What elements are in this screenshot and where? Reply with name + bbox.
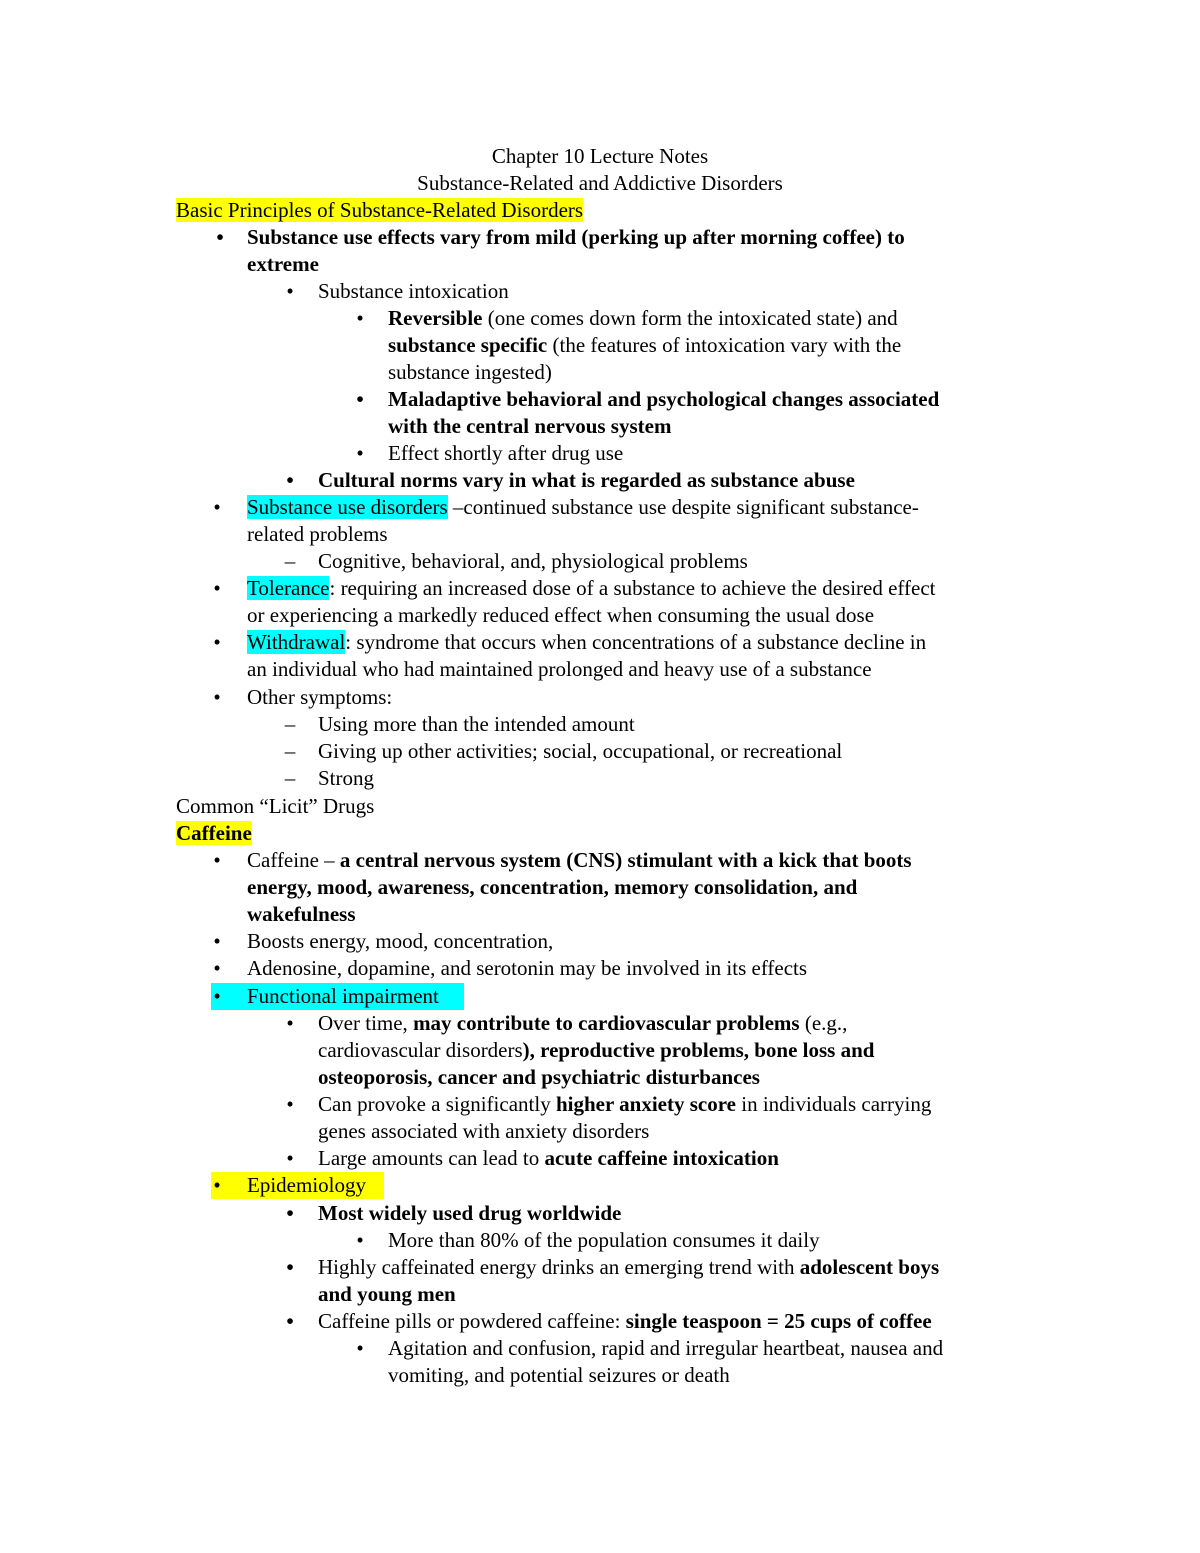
list-item-sud: Substance use disorders –continued substance use despite significant substance-: [247, 495, 919, 519]
list-item-other-1: Using more than the intended amount: [318, 712, 635, 736]
bullet: •: [356, 441, 364, 465]
list-item-over-time-l3: osteoporosis, cancer and psychiatric disturbances: [318, 1065, 760, 1089]
bullet: •: [216, 225, 224, 249]
section-heading-common-licit: Common “Licit” Drugs: [176, 794, 375, 818]
list-item-maladaptive: Maladaptive behavioral and psychological changes associated: [388, 387, 940, 411]
list-item-anxiety-l2: genes associated with anxiety disorders: [318, 1119, 650, 1143]
list-item-intoxication: Substance intoxication: [318, 279, 509, 303]
list-item-caffeine-cns-l2: energy, mood, awareness, concentration, memory consolidation, and: [247, 875, 858, 899]
bullet: •: [213, 576, 221, 600]
list-item-reversible-l2: substance specific (the features of intoxication vary with the: [388, 333, 902, 357]
bullet: •: [286, 1011, 294, 1035]
list-item-sud-l2: related problems: [247, 522, 388, 546]
dash: –: [284, 766, 296, 790]
list-item-cultural-norms: Cultural norms vary in what is regarded as substance abuse: [318, 468, 855, 492]
list-item-over-time: Over time, may contribute to cardiovascular problems (e.g.,: [318, 1011, 848, 1035]
list-item-other-symptoms: Other symptoms:: [247, 685, 393, 709]
dash: –: [284, 712, 296, 736]
list-item-reversible: Reversible (one comes down form the intoxicated state) and: [388, 306, 898, 330]
bullet: •: [356, 306, 364, 330]
list-item-tolerance-l2: or experiencing a markedly reduced effect when consuming the usual dose: [247, 603, 875, 627]
list-item-other-3: Strong: [318, 766, 375, 790]
document-subtitle: Substance-Related and Addictive Disorders: [417, 171, 783, 195]
list-item-epidemiology: Epidemiology: [247, 1173, 366, 1197]
bullet: •: [213, 685, 221, 709]
list-item-effects-l1: Substance use effects vary from mild (perking up after morning coffee) to: [247, 225, 905, 249]
list-item-large-amounts: Large amounts can lead to acute caffeine intoxication: [318, 1146, 779, 1170]
dash: –: [284, 739, 296, 763]
list-item-boosts: Boosts energy, mood, concentration,: [247, 929, 554, 953]
bullet: •: [213, 630, 221, 654]
list-item-withdrawal: Withdrawal: syndrome that occurs when concentrations of a substance decline in: [247, 630, 927, 654]
bullet: •: [286, 1201, 294, 1225]
list-item-reversible-l3: substance ingested): [388, 360, 552, 384]
bullet: •: [286, 1092, 294, 1116]
bullet: •: [286, 1146, 294, 1170]
list-item-80-percent: More than 80% of the population consumes it daily: [388, 1228, 820, 1252]
list-item-functional-impairment: Functional impairment: [247, 984, 439, 1008]
list-item-effect-shortly: Effect shortly after drug use: [388, 441, 624, 465]
bullet: •: [213, 929, 221, 953]
list-item-tolerance: Tolerance: requiring an increased dose of a substance to achieve the desired effect: [247, 576, 936, 600]
list-item-energy-drinks: Highly caffeinated energy drinks an emerging trend with adolescent boys: [318, 1255, 940, 1279]
dash: –: [284, 549, 296, 573]
list-item-anxiety: Can provoke a significantly higher anxiety score in individuals carrying: [318, 1092, 932, 1116]
list-item-agitation-l2: vomiting, and potential seizures or death: [388, 1363, 730, 1387]
bullet: •: [286, 468, 294, 492]
bullet: •: [286, 279, 294, 303]
list-item-caffeine-pills: Caffeine pills or powdered caffeine: single teaspoon = 25 cups of coffee: [318, 1309, 932, 1333]
list-item-withdrawal-l2: an individual who had maintained prolonged and heavy use of a substance: [247, 657, 872, 681]
list-item-other-2: Giving up other activities; social, occupational, or recreational: [318, 739, 843, 763]
bullet: •: [356, 1336, 364, 1360]
list-item-most-widely-used: Most widely used drug worldwide: [318, 1201, 622, 1225]
list-item-adenosine: Adenosine, dopamine, and serotonin may be involved in its effects: [247, 956, 808, 980]
list-item-energy-drinks-l2: and young men: [318, 1282, 456, 1306]
bullet: •: [286, 1309, 294, 1333]
bullet: •: [213, 956, 221, 980]
list-item-caffeine-cns-l3: wakefulness: [247, 902, 356, 926]
list-item-caffeine-cns: Caffeine – a central nervous system (CNS) stimulant with a kick that boots: [247, 848, 912, 872]
bullet: •: [356, 387, 364, 411]
document-title: Chapter 10 Lecture Notes: [491, 144, 709, 168]
section-heading-basic-principles: Basic Principles of Substance-Related Disorders: [176, 198, 584, 222]
list-item-over-time-l2: cardiovascular disorders), reproductive problems, bone loss and: [318, 1038, 875, 1062]
list-item-sud-sub: Cognitive, behavioral, and, physiological problems: [318, 549, 748, 573]
bullet: •: [213, 848, 221, 872]
bullet: •: [213, 495, 221, 519]
bullet: •: [356, 1228, 364, 1252]
section-heading-caffeine: Caffeine: [176, 821, 252, 845]
list-item-effects-l2: extreme: [247, 252, 319, 276]
bullet: •: [213, 1173, 221, 1197]
bullet: •: [213, 984, 221, 1008]
list-item-agitation: Agitation and confusion, rapid and irregular heartbeat, nausea and: [388, 1336, 944, 1360]
list-item-maladaptive-l2: with the central nervous system: [388, 414, 672, 438]
bullet: •: [286, 1255, 294, 1279]
